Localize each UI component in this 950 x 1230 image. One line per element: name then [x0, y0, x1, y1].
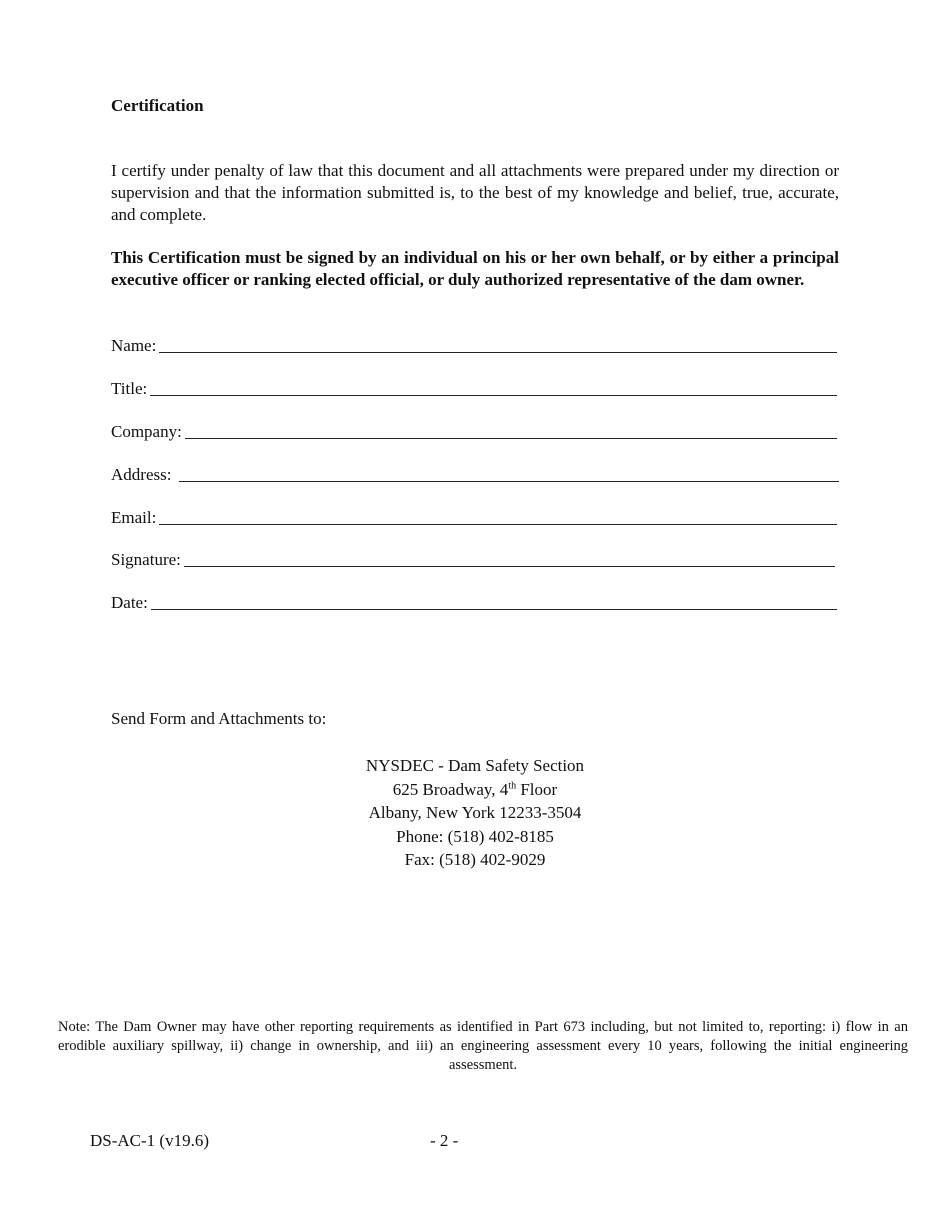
address-phone: Phone: (518) 402-8185	[396, 826, 554, 846]
email-field[interactable]	[111, 507, 837, 529]
address-input-line[interactable]	[179, 481, 839, 482]
address-field[interactable]	[111, 464, 839, 486]
company-input-line[interactable]	[185, 438, 837, 439]
email-label: Email:	[111, 508, 157, 527]
certification-heading: Certification	[111, 96, 204, 115]
reporting-note: Note: The Dam Owner may have other reporting requirements as identified in Part 673 including, but not limited to, reporting: i) flow in an erodible auxiliary spillway, ii) change in ownership, and iii) an engineering assessment every 10 years, following the initial engineering assessment.	[58, 1019, 908, 1073]
address-label: Address:	[111, 465, 176, 484]
email-input-line[interactable]	[159, 524, 837, 525]
company-field[interactable]	[111, 421, 837, 443]
title-field[interactable]	[111, 378, 837, 400]
page-number: - 2 -	[430, 1131, 459, 1150]
send-to-label: Send Form and Attachments to:	[111, 709, 327, 728]
signature-field[interactable]	[111, 549, 835, 571]
signature-label: Signature:	[111, 550, 181, 569]
certification-requirement: This Certification must be signed by an individual on his or her own behalf, or by either a principal executive officer or ranking elected official, or duly authorized representative of the dam owner.	[111, 248, 839, 289]
name-input-line[interactable]	[159, 352, 837, 353]
address-city: Albany, New York 12233-3504	[368, 803, 582, 822]
mailing-address	[275, 754, 675, 872]
title-label: Title:	[111, 379, 148, 398]
name-field[interactable]	[111, 335, 837, 357]
signature-input-line[interactable]	[184, 566, 835, 567]
address-fax: Fax: (518) 402-9029	[404, 850, 546, 869]
date-input-line[interactable]	[151, 609, 837, 610]
address-street: 625 Broadway, 4th Floor	[392, 779, 558, 799]
title-input-line[interactable]	[150, 395, 837, 396]
name-label: Name:	[111, 336, 157, 355]
certification-statement: I certify under penalty of law that this document and all attachments were prepared under my direction or supervision and that the information submitted is, to the best of my knowledge and belief, true, accurate, and complete.	[111, 161, 839, 224]
form-id: DS-AC-1 (v19.6)	[90, 1131, 209, 1150]
date-field[interactable]	[111, 592, 837, 614]
address-org: NYSDEC - Dam Safety Section	[365, 756, 585, 775]
date-label: Date:	[111, 593, 148, 612]
company-label: Company:	[111, 422, 182, 441]
